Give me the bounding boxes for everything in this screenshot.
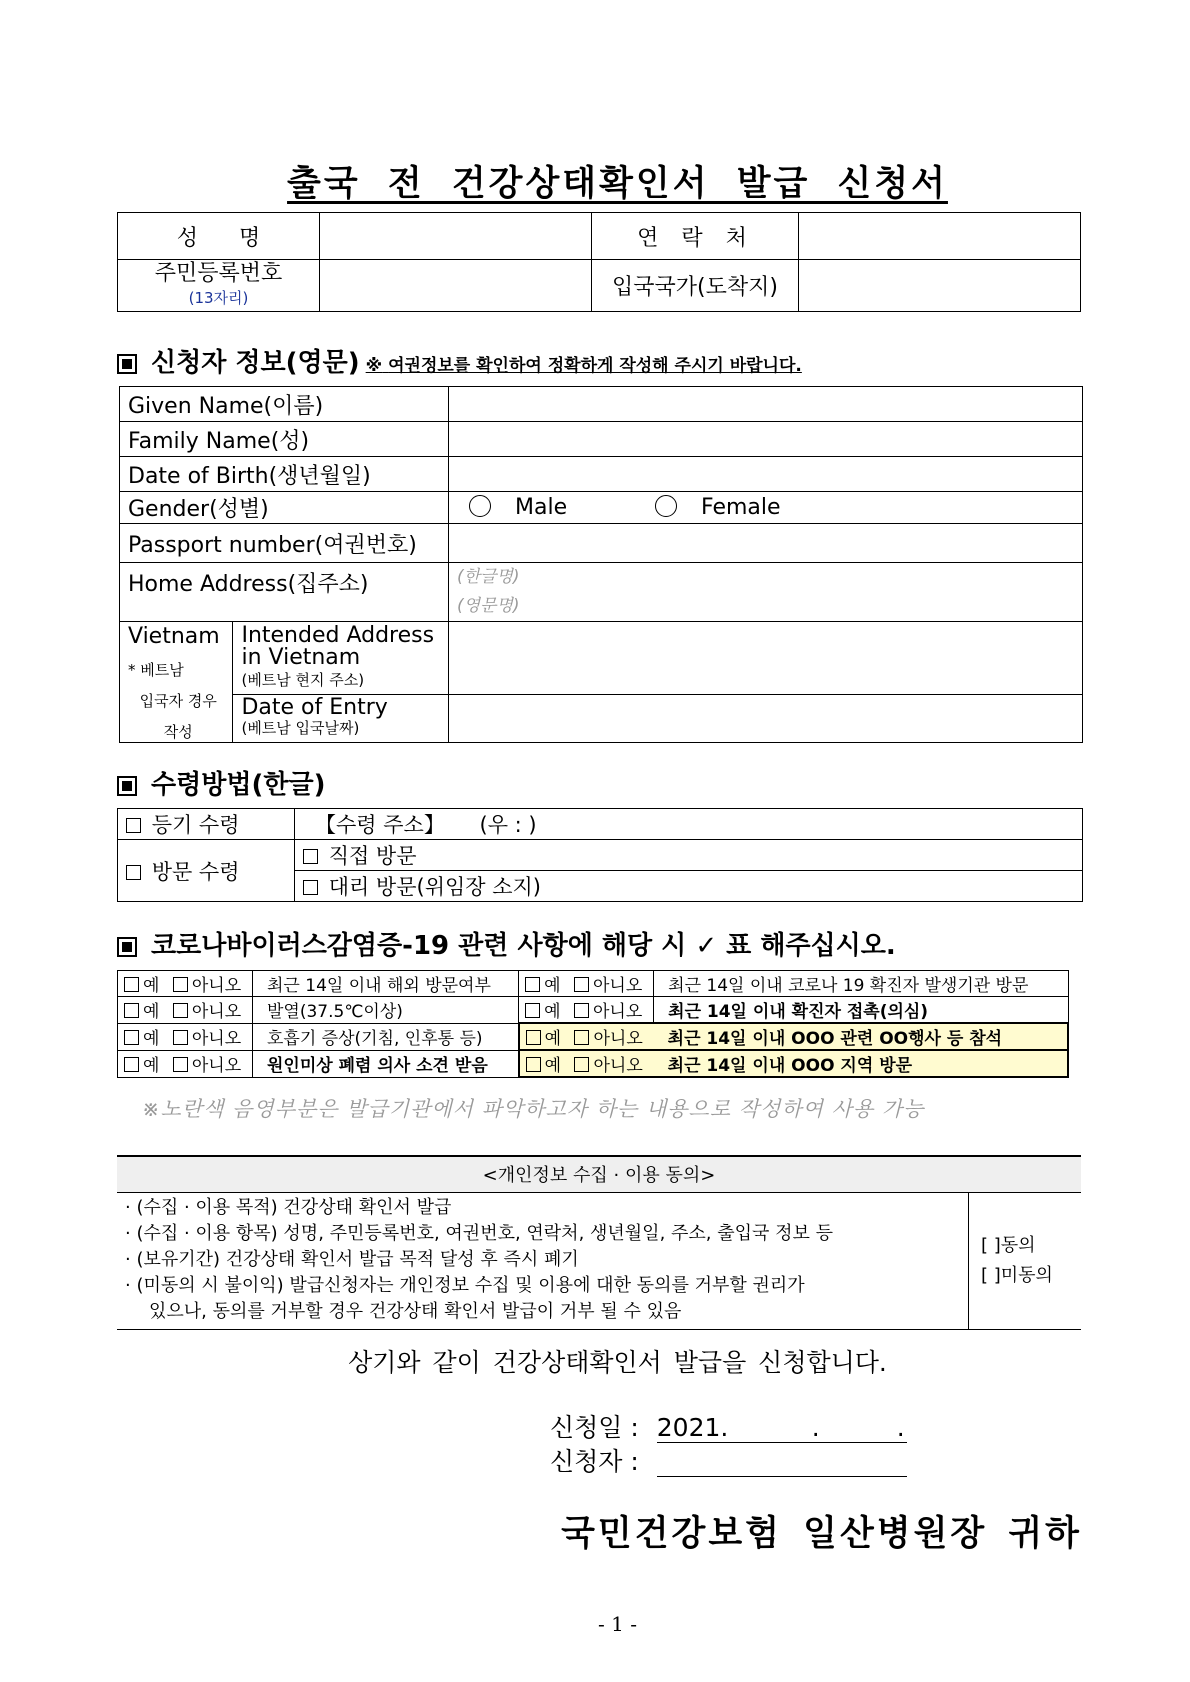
applicant-field[interactable] bbox=[657, 1447, 907, 1477]
yellow-shading-footnote: ※노란색 음영부분은 발급기관에서 파악하고자 하는 내용으로 작성하여 사용 가능 bbox=[142, 1097, 925, 1121]
covid-item-left-1: 최근 14일 이내 해외 방문여부 bbox=[253, 971, 519, 997]
contact-label: 연 락 처 bbox=[592, 213, 799, 260]
checkbox-icon[interactable] bbox=[303, 880, 318, 895]
covid-yes-no-right-2[interactable]: 예 아니오 bbox=[519, 997, 654, 1024]
applicant-basic-table bbox=[117, 212, 1081, 312]
name-label: 성 명 bbox=[118, 213, 320, 260]
vietnam-label: Vietnam bbox=[128, 624, 220, 649]
covid-item-left-4: 원인미상 폐렴 의사 소견 받음 bbox=[253, 1050, 519, 1077]
consent-header: <개인정보 수집 · 이용 동의> bbox=[117, 1156, 1081, 1192]
consent-line: · (수집 · 이용 항목) 성명, 주민등록번호, 여권번호, 연락처, 생년월일, 주소, 출입국 정보 등 bbox=[125, 1222, 834, 1244]
consent-choice bbox=[969, 1192, 1082, 1329]
covid-checklist-table bbox=[117, 970, 1069, 1078]
agree-option[interactable]: [ ]동의 bbox=[981, 1234, 1036, 1256]
note-mark: ※ bbox=[365, 356, 383, 376]
filled-square-icon bbox=[117, 354, 137, 374]
date-of-entry-ko: (베트남 입국날짜) bbox=[241, 719, 360, 738]
covid-item-right-3: 최근 14일 이내 OOO 관련 OO행사 등 참석 bbox=[654, 1023, 1068, 1050]
male-label: Male bbox=[515, 495, 568, 520]
covid-yes-no-left-4[interactable]: 예 아니오 bbox=[118, 1050, 253, 1077]
registered-option[interactable]: 등기 수령 bbox=[118, 809, 295, 840]
intended-address-field[interactable] bbox=[449, 622, 1083, 695]
vietnam-note-2: 입국자 경우 bbox=[139, 692, 217, 710]
direct-visit-option[interactable]: 직접 방문 bbox=[295, 840, 1083, 871]
contact-field[interactable] bbox=[799, 213, 1081, 260]
consent-line: · (보유기간) 건강상태 확인서 발급 목적 달성 후 즉시 폐기 bbox=[125, 1248, 579, 1270]
address-label: 【수령 주소】 bbox=[315, 813, 445, 837]
country-label: 입국국가(도착지) bbox=[592, 260, 799, 312]
female-label: Female bbox=[701, 495, 781, 520]
intended-address-cell bbox=[233, 622, 449, 695]
given-name-label: Given Name(이름) bbox=[120, 387, 449, 422]
covid-item-left-3: 호흡기 증상(기침, 인후통 등) bbox=[253, 1023, 519, 1050]
application-statement: 상기와 같이 건강상태확인서 발급을 신청합니다. bbox=[348, 1348, 887, 1377]
covid-yes-no-left-3[interactable]: 예 아니오 bbox=[118, 1023, 253, 1050]
applicant-english-table bbox=[119, 386, 1083, 743]
covid-yes-no-right-1[interactable]: 예 아니오 bbox=[519, 971, 654, 997]
covid-item-right-4: 최근 14일 이내 OOO 지역 방문 bbox=[654, 1050, 1068, 1077]
rrn-note: (13자리) bbox=[188, 288, 249, 307]
name-field[interactable] bbox=[320, 213, 592, 260]
gender-label: Gender(성별) bbox=[120, 492, 449, 524]
intended-address-ko: (베트남 현지 주소) bbox=[241, 670, 365, 689]
applicant-label: 신청자 : bbox=[550, 1447, 639, 1476]
intended-address-label: Intended Address in Vietnam bbox=[241, 622, 435, 670]
date-of-entry-field[interactable] bbox=[449, 694, 1083, 742]
filled-square-icon bbox=[117, 937, 137, 957]
checkbox-icon[interactable] bbox=[126, 865, 141, 880]
passport-note: 여권정보를 확인하여 정확하게 작성해 주시기 바랍니다. bbox=[388, 356, 802, 376]
gender-field bbox=[449, 492, 1083, 524]
covid-yes-no-left-1[interactable]: 예 아니오 bbox=[118, 971, 253, 997]
given-name-field[interactable] bbox=[449, 387, 1083, 422]
section-applicant-info-heading: 신청자 정보(영문) ※ 여권정보를 확인하여 정확하게 작성해 주시기 바랍니다. bbox=[117, 342, 802, 379]
korean-address-hint: (한글명) bbox=[457, 567, 520, 587]
section-receipt-heading: 수령방법(한글) bbox=[117, 764, 325, 801]
covid-yes-no-left-2[interactable]: 예 아니오 bbox=[118, 997, 253, 1024]
consent-body bbox=[117, 1192, 969, 1329]
rrn-field[interactable] bbox=[320, 260, 592, 312]
checkbox-icon[interactable] bbox=[303, 849, 318, 864]
dob-label: Date of Birth(생년월일) bbox=[120, 457, 449, 492]
disagree-option[interactable]: [ ]미동의 bbox=[981, 1264, 1053, 1286]
covid-item-left-2: 발열(37.5℃이상) bbox=[253, 997, 519, 1024]
date-of-entry-cell bbox=[233, 694, 449, 742]
home-address-label: Home Address(집주소) bbox=[120, 563, 449, 622]
filled-square-icon bbox=[117, 776, 137, 796]
privacy-consent-table bbox=[117, 1155, 1081, 1330]
section-covid-heading: 코로나바이러스감염증-19 관련 사항에 해당 시 ✓ 표 해주십시오. bbox=[117, 925, 896, 962]
family-name-field[interactable] bbox=[449, 422, 1083, 457]
english-address-hint: (영문명) bbox=[457, 596, 520, 616]
vietnam-cell bbox=[120, 622, 233, 743]
male-radio[interactable] bbox=[469, 495, 491, 517]
vietnam-note-3: 작성 bbox=[163, 723, 193, 741]
date-of-entry-label: Date of Entry bbox=[241, 695, 388, 721]
postal-code-label: (우 : ) bbox=[479, 813, 537, 837]
date-field[interactable]: 2021. . . bbox=[657, 1413, 907, 1443]
covid-yes-no-right-4[interactable]: 예 아니오 bbox=[519, 1050, 654, 1077]
receipt-method-table bbox=[117, 808, 1083, 902]
consent-line: · (미동의 시 불이익) 발급신청자는 개인정보 수집 및 이용에 대한 동의를 거부할 권리가 bbox=[125, 1274, 805, 1296]
consent-line: 있으나, 동의를 거부할 경우 건강상태 확인서 발급이 거부 될 수 있음 bbox=[149, 1300, 682, 1322]
passport-field[interactable] bbox=[449, 524, 1083, 563]
visit-option[interactable]: 방문 수령 bbox=[118, 840, 295, 902]
female-radio[interactable] bbox=[655, 495, 677, 517]
covid-yes-no-right-3[interactable]: 예 아니오 bbox=[519, 1023, 654, 1050]
country-field[interactable] bbox=[799, 260, 1081, 312]
passport-label: Passport number(여권번호) bbox=[120, 524, 449, 563]
rrn-label: 주민등록번호 bbox=[154, 260, 283, 286]
application-date-row bbox=[550, 1408, 907, 1444]
covid-item-right-1: 최근 14일 이내 코로나 19 확진자 발생기관 방문 bbox=[654, 971, 1068, 997]
vietnam-note-1: * 베트남 bbox=[128, 661, 184, 679]
addressee: 국민건강보험 일산병원장 귀하 bbox=[561, 1514, 1082, 1554]
home-address-field[interactable] bbox=[449, 563, 1083, 622]
consent-line: · (수집 · 이용 목적) 건강상태 확인서 발급 bbox=[125, 1196, 452, 1218]
rrn-cell bbox=[118, 260, 320, 312]
page-number: - 1 - bbox=[598, 1612, 637, 1636]
family-name-label: Family Name(성) bbox=[120, 422, 449, 457]
applicant-signature-row bbox=[550, 1442, 907, 1478]
page-title: 출국 전 건강상태확인서 발급 신청서 bbox=[287, 164, 948, 204]
date-label: 신청일 : bbox=[550, 1413, 639, 1442]
proxy-visit-option[interactable]: 대리 방문(위임장 소지) bbox=[295, 871, 1083, 902]
covid-item-right-2: 최근 14일 이내 확진자 접촉(의심) bbox=[654, 997, 1068, 1024]
mailing-address-cell[interactable] bbox=[295, 809, 1083, 840]
dob-field[interactable] bbox=[449, 457, 1083, 492]
checkbox-icon[interactable] bbox=[126, 818, 141, 833]
